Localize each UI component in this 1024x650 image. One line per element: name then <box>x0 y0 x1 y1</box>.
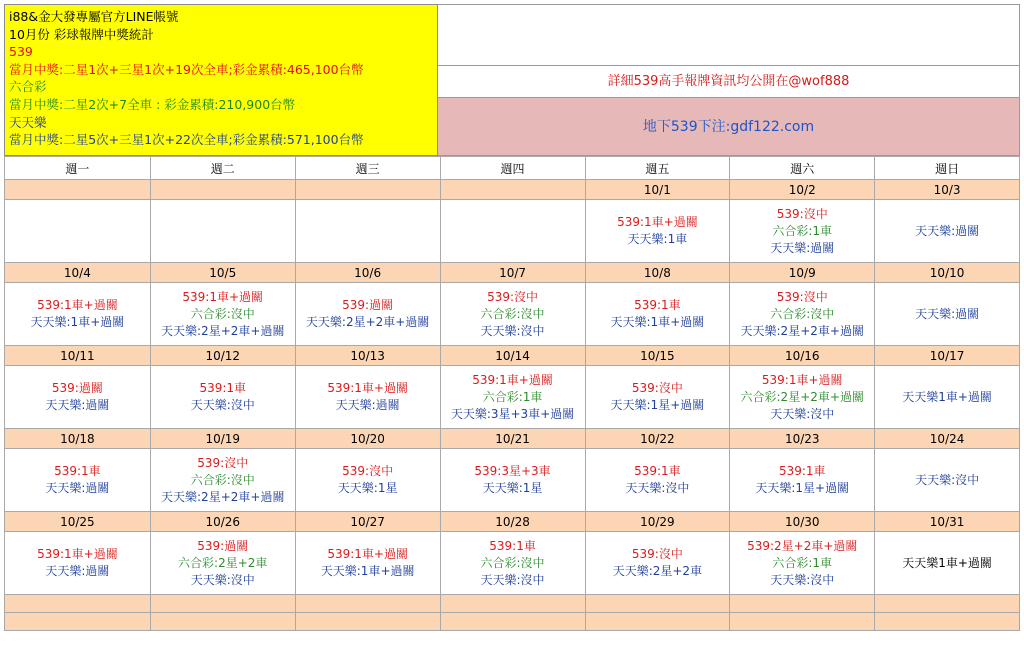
results-row <box>5 532 1020 595</box>
result-line: 天天樂:2星+2車+過關 <box>161 489 285 504</box>
result-line: 天天樂:沒中 <box>915 472 980 487</box>
results-row <box>5 449 1020 512</box>
result-line: 539:1車 <box>634 298 681 312</box>
date-cell <box>5 180 151 200</box>
result-line: 天天樂:過關 <box>915 306 980 321</box>
result-line: 天天樂:過關 <box>45 398 110 412</box>
blank-cell <box>150 595 295 613</box>
result-cell <box>295 200 440 263</box>
blank-header-cell <box>438 4 1020 66</box>
summary-line: i88&金大發專屬官方LINE帳號 <box>9 9 179 24</box>
result-cell <box>5 532 151 595</box>
date-cell: 10/5 <box>150 263 295 283</box>
result-line: 天天樂:3星+3車+過關 <box>450 406 575 421</box>
result-line: 六合彩:沒中 <box>190 306 255 321</box>
date-cell: 10/6 <box>295 263 440 283</box>
blank-cell <box>150 613 295 631</box>
result-line: 539:3星+3車 <box>474 464 551 478</box>
result-line: 天天樂:過關 <box>45 564 110 578</box>
result-line: 539:1車+過關 <box>327 547 408 561</box>
results-row <box>5 200 1020 263</box>
result-line: 天天樂:沒中 <box>190 572 255 587</box>
result-cell <box>440 200 585 263</box>
result-cell <box>875 200 1020 263</box>
result-cell <box>295 283 440 346</box>
date-cell: 10/8 <box>585 263 730 283</box>
date-cell <box>150 180 295 200</box>
calendar-table <box>4 156 1020 631</box>
result-line: 天天樂:1星+過關 <box>610 398 705 412</box>
blank-cell <box>5 595 151 613</box>
date-cell <box>440 180 585 200</box>
date-cell: 10/23 <box>730 429 875 449</box>
date-cell: 10/21 <box>440 429 585 449</box>
result-cell <box>730 366 875 429</box>
date-cell: 10/25 <box>5 512 151 532</box>
result-line: 539:過關 <box>51 381 103 395</box>
summary-line: 當月中獎:二星1次+三星1次+19次全車;彩金累積:465,100台幣 <box>9 61 364 77</box>
result-cell <box>730 200 875 263</box>
date-row <box>5 180 1020 200</box>
result-line: 天天樂:沒中 <box>480 572 545 587</box>
result-line: 539:沒中 <box>776 289 828 304</box>
results-row <box>5 366 1020 429</box>
result-line: 539:沒中 <box>776 206 828 221</box>
date-cell: 10/28 <box>440 512 585 532</box>
summary-line: 539 <box>9 44 33 60</box>
result-line: 六合彩:1車 <box>772 555 833 570</box>
result-line: 539:1車 <box>199 381 247 395</box>
result-cell <box>585 449 730 512</box>
result-cell <box>150 449 295 512</box>
result-cell <box>440 366 585 429</box>
result-cell <box>585 200 730 263</box>
blank-cell <box>585 595 730 613</box>
spreadsheet <box>4 4 1020 646</box>
summary-line: 10月份 彩球報牌中獎統計 <box>9 26 154 42</box>
date-cell: 10/13 <box>295 346 440 366</box>
date-cell: 10/22 <box>585 429 730 449</box>
result-line: 539:1車 <box>634 464 681 478</box>
date-cell: 10/4 <box>5 263 151 283</box>
weekday-header: 週日 <box>875 157 1020 180</box>
date-cell: 10/31 <box>875 512 1020 532</box>
result-line: 六合彩:沒中 <box>480 306 545 321</box>
result-cell <box>150 366 295 429</box>
result-line: 539:1車 <box>778 464 826 478</box>
result-cell <box>5 449 151 512</box>
result-line: 天天樂:2星+2車+過關 <box>305 315 430 329</box>
result-line: 六合彩:沒中 <box>770 306 835 321</box>
result-line: 天天樂:1星+過關 <box>755 481 850 495</box>
blank-cell <box>440 613 585 631</box>
date-cell: 10/3 <box>875 180 1020 200</box>
result-line: 天天樂:1車+過關 <box>30 315 125 329</box>
result-cell <box>875 532 1020 595</box>
weekday-header: 週二 <box>150 157 295 180</box>
date-cell: 10/18 <box>5 429 151 449</box>
result-line: 天天樂:沒中 <box>190 398 255 412</box>
result-line: 天天樂:1星 <box>337 481 398 495</box>
blank-cell <box>875 595 1020 613</box>
weekday-header-row <box>5 157 1020 180</box>
result-cell <box>730 449 875 512</box>
date-cell: 10/19 <box>150 429 295 449</box>
result-line: 539:過關 <box>197 538 249 553</box>
result-line: 六合彩:沒中 <box>480 555 545 570</box>
result-line: 天天樂:沒中 <box>625 481 690 495</box>
result-line: 天天樂:1車+過關 <box>320 564 415 578</box>
date-cell <box>295 180 440 200</box>
blank-cell <box>585 613 730 631</box>
monthly-summary-box <box>4 4 438 156</box>
summary-line: 當月中獎:二星5次+三星1次+22次全車;彩金累積:571,100台幣 <box>9 132 364 148</box>
result-line: 六合彩:2星+2車+過關 <box>740 389 864 404</box>
summary-line: 六合彩 <box>9 79 47 95</box>
result-line: 天天樂:沒中 <box>480 323 545 338</box>
result-line: 天天樂:沒中 <box>770 406 835 421</box>
result-line: 天天樂:2星+2車+過關 <box>161 323 285 338</box>
result-line: 天天樂:1車 <box>627 232 688 246</box>
date-cell: 10/7 <box>440 263 585 283</box>
blank-cell <box>730 595 875 613</box>
result-line: 天天樂:過關 <box>335 398 400 412</box>
date-cell: 10/30 <box>730 512 875 532</box>
result-line: 539:1車+過關 <box>472 372 553 387</box>
result-cell <box>5 200 151 263</box>
result-cell <box>295 366 440 429</box>
result-line: 539:1車 <box>489 538 536 553</box>
results-row <box>5 283 1020 346</box>
date-cell: 10/15 <box>585 346 730 366</box>
result-cell <box>295 532 440 595</box>
result-cell <box>585 283 730 346</box>
result-cell <box>440 283 585 346</box>
blank-cell <box>295 595 440 613</box>
date-cell: 10/9 <box>730 263 875 283</box>
result-line: 539:1車+過關 <box>617 215 698 229</box>
result-line: 六合彩:1車 <box>772 223 833 238</box>
result-cell <box>440 449 585 512</box>
date-cell: 10/10 <box>875 263 1020 283</box>
blank-cell <box>730 613 875 631</box>
summary-line: 天天樂 <box>9 114 47 130</box>
result-line: 天天樂:2星+2車+過關 <box>740 323 864 338</box>
result-cell <box>5 366 151 429</box>
result-line: 天天樂:過關 <box>770 240 835 255</box>
weekday-header: 週一 <box>5 157 151 180</box>
notice-banner: 詳細539高手報牌資訊均公開在@wof888 <box>438 66 1020 98</box>
result-line: 539:沒中 <box>342 464 394 478</box>
date-cell: 10/26 <box>150 512 295 532</box>
date-cell: 10/17 <box>875 346 1020 366</box>
result-line: 六合彩:沒中 <box>190 472 255 487</box>
blank-cell <box>875 613 1020 631</box>
result-cell <box>585 532 730 595</box>
date-cell: 10/16 <box>730 346 875 366</box>
result-line: 539:過關 <box>342 298 394 312</box>
weekday-header: 週四 <box>440 157 585 180</box>
date-cell: 10/11 <box>5 346 151 366</box>
date-cell: 10/27 <box>295 512 440 532</box>
result-cell <box>150 200 295 263</box>
result-line: 天天樂:過關 <box>915 223 980 238</box>
result-cell <box>150 283 295 346</box>
date-row <box>5 346 1020 366</box>
date-cell: 10/24 <box>875 429 1020 449</box>
result-cell <box>730 283 875 346</box>
result-line: 539:1車+過關 <box>182 289 264 304</box>
result-line: 539:1車+過關 <box>37 547 118 561</box>
result-cell <box>875 449 1020 512</box>
result-cell <box>875 366 1020 429</box>
result-cell <box>585 366 730 429</box>
date-cell: 10/20 <box>295 429 440 449</box>
result-line: 539:1車+過關 <box>761 372 843 387</box>
result-line: 539:沒中 <box>631 547 683 561</box>
date-cell: 10/2 <box>730 180 875 200</box>
result-line: 539:1車+過關 <box>37 298 118 312</box>
result-line: 539:沒中 <box>487 289 539 304</box>
result-line: 天天樂1車+過關 <box>902 555 992 570</box>
result-line: 539:沒中 <box>197 455 249 470</box>
result-cell <box>5 283 151 346</box>
date-row <box>5 512 1020 532</box>
result-line: 六合彩:2星+2車 <box>178 555 268 570</box>
result-line: 539:沒中 <box>631 381 683 395</box>
date-cell: 10/12 <box>150 346 295 366</box>
result-cell <box>295 449 440 512</box>
blank-cell <box>295 613 440 631</box>
blank-cell <box>5 613 151 631</box>
weekday-header: 週六 <box>730 157 875 180</box>
date-row <box>5 429 1020 449</box>
result-line: 539:2星+2車+過關 <box>747 538 858 553</box>
summary-line: 當月中獎:二星2次+7全車 : 彩金累積:210,900台幣 <box>9 96 296 112</box>
result-line: 天天樂1車+過關 <box>902 389 992 404</box>
date-row <box>5 263 1020 283</box>
date-cell: 10/14 <box>440 346 585 366</box>
weekday-header: 週三 <box>295 157 440 180</box>
result-line: 天天樂:沒中 <box>770 572 835 587</box>
blank-cell <box>440 595 585 613</box>
result-line: 六合彩:1車 <box>482 389 543 404</box>
ad-banner: 地下539下注:gdf122.com <box>438 98 1020 156</box>
result-cell <box>875 283 1020 346</box>
result-line: 539:1車 <box>54 464 101 478</box>
result-line: 539:1車+過關 <box>327 381 408 395</box>
date-cell: 10/1 <box>585 180 730 200</box>
date-cell: 10/29 <box>585 512 730 532</box>
result-line: 天天樂:過關 <box>45 481 110 495</box>
blank-row <box>5 595 1020 613</box>
result-cell <box>150 532 295 595</box>
result-line: 天天樂:1星 <box>482 481 543 495</box>
result-line: 天天樂:1車+過關 <box>610 315 705 329</box>
header-area <box>4 4 1020 156</box>
blank-row <box>5 613 1020 631</box>
result-cell <box>440 532 585 595</box>
weekday-header: 週五 <box>585 157 730 180</box>
result-line: 天天樂:2星+2車 <box>612 564 703 578</box>
result-cell <box>730 532 875 595</box>
